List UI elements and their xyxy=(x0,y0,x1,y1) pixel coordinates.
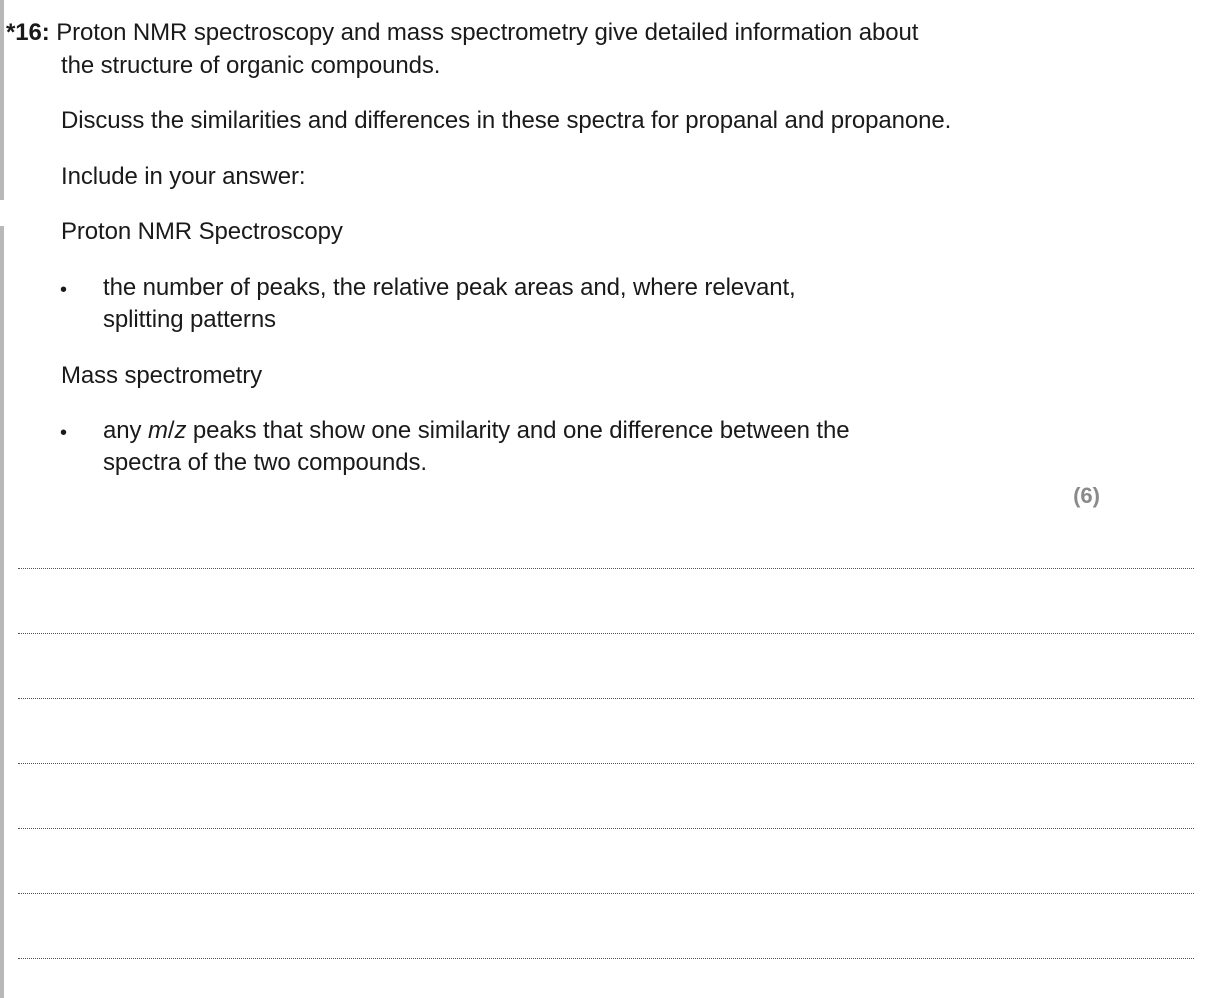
mass-bullet-post: peaks that show one similarity and one difference between the xyxy=(186,417,850,444)
answer-line[interactable] xyxy=(18,763,1194,764)
mass-bullet-m: m xyxy=(147,417,168,444)
answer-line[interactable] xyxy=(18,633,1194,634)
question-task: Discuss the similarities and differences in these spectra for propanal and propanone. xyxy=(61,107,952,134)
nmr-bullet-line-1: the number of peaks, the relative peak areas and, where relevant, xyxy=(103,274,796,301)
margin-bar-top xyxy=(0,0,4,200)
question-intro-line-2: the structure of organic compounds. xyxy=(61,52,441,79)
question-line-1 xyxy=(6,17,918,49)
mass-bullet-slash: / xyxy=(167,417,175,444)
nmr-bullet-line-2: splitting patterns xyxy=(103,306,276,333)
margin-bar-bottom xyxy=(0,226,4,998)
answer-line[interactable] xyxy=(18,698,1194,699)
mass-bullet-pre: any xyxy=(103,417,148,444)
include-instruction: Include in your answer: xyxy=(61,163,306,190)
answer-line[interactable] xyxy=(18,568,1194,569)
bullet-nmr: • xyxy=(60,279,68,301)
question-intro-line-1: Proton NMR spectroscopy and mass spectrometry give detailed information about xyxy=(56,19,919,46)
mass-bullet-line-2: spectra of the two compounds. xyxy=(103,449,427,476)
mass-bullet-z: z xyxy=(174,417,187,444)
answer-line[interactable] xyxy=(18,893,1194,894)
answer-line[interactable] xyxy=(18,828,1194,829)
mass-bullet-line-1 xyxy=(103,415,849,447)
answer-line[interactable] xyxy=(18,958,1194,959)
bullet-mass: • xyxy=(60,422,68,444)
marks-label: (6) xyxy=(1073,483,1100,508)
question-number: *16: xyxy=(6,19,50,46)
section-heading-nmr: Proton NMR Spectroscopy xyxy=(61,218,343,245)
section-heading-mass: Mass spectrometry xyxy=(61,362,263,389)
